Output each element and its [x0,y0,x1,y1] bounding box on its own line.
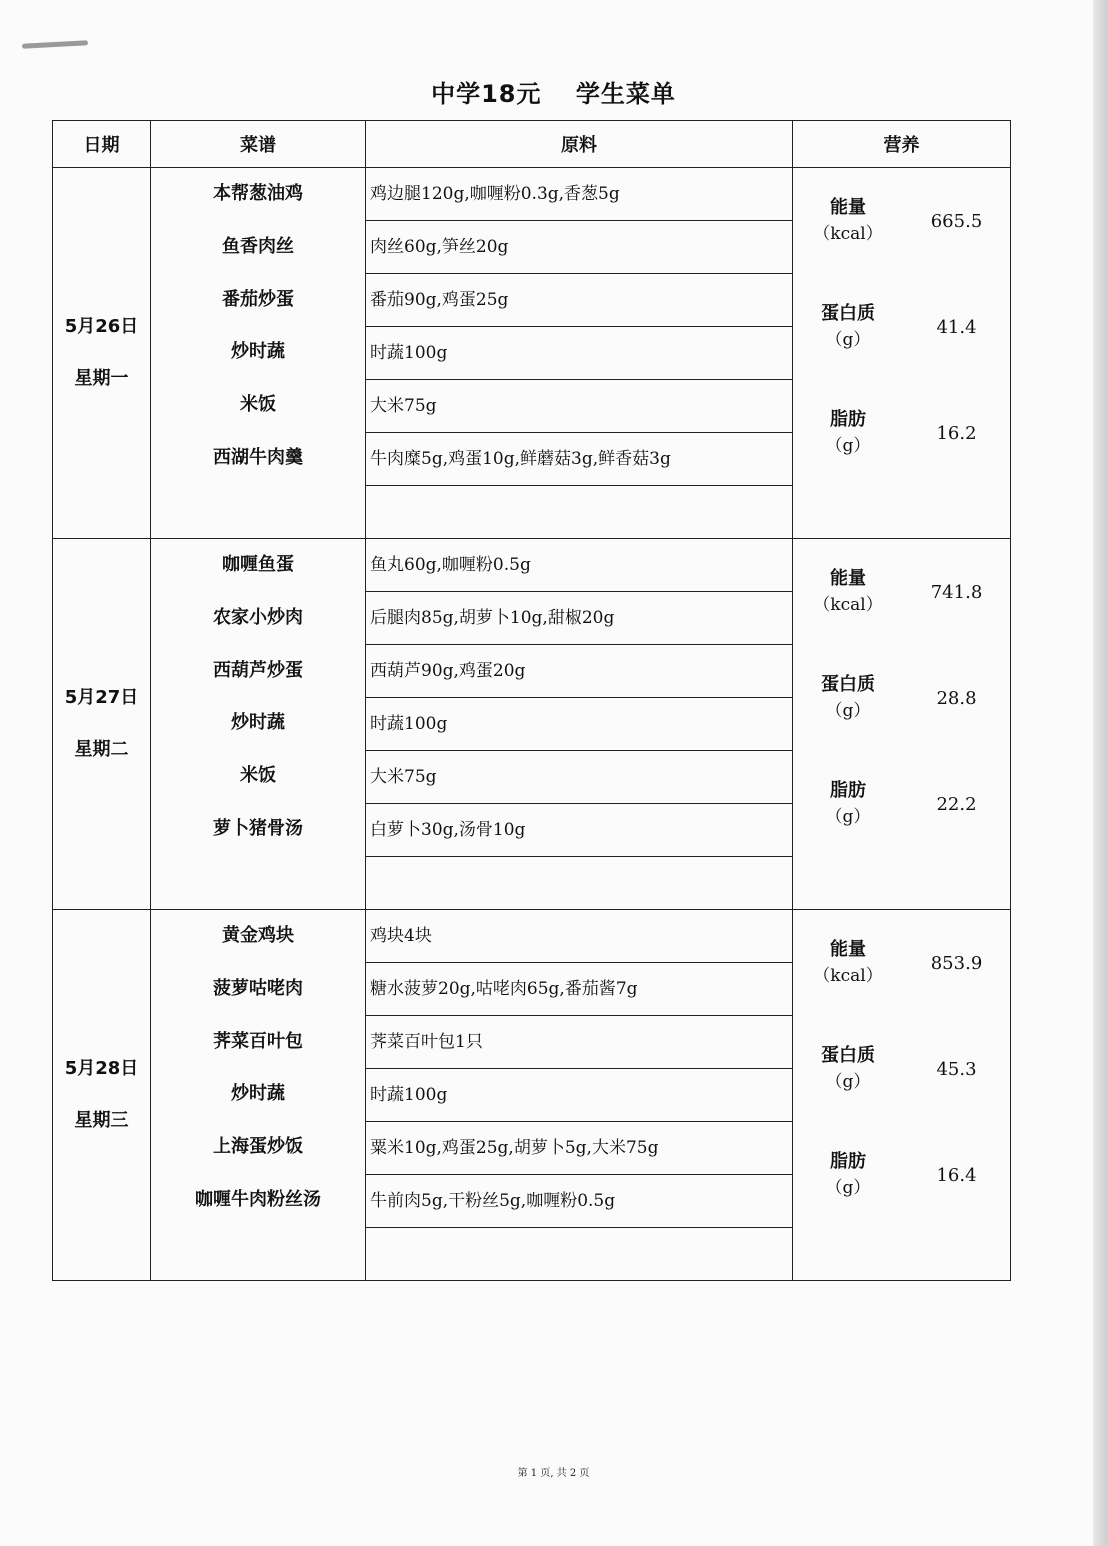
nutrient-name: 蛋白质 [821,674,875,695]
nutrient-label [793,566,903,618]
day-row [53,910,1011,1281]
nutrient-value: 665.5 [930,210,983,232]
nutrient-fat [793,1122,1010,1228]
nutrient-energy [793,539,1010,645]
date-cell [53,910,151,1281]
dish-name: 荠菜百叶包 [213,1030,303,1052]
ingredient-line: 西葫芦90g,鸡蛋20g [366,645,792,698]
ingredients-cell [366,910,793,1281]
nutrient-value: 45.3 [936,1058,977,1080]
date-cell [53,539,151,910]
nutrient-name: 脂肪 [830,409,866,430]
nutrient-value: 16.4 [936,1164,977,1186]
menu-body [53,168,1011,1281]
header-nutrition: 营养 [793,121,1011,168]
nutrition-cell [793,910,1011,1281]
dish-name: 米饭 [240,765,276,787]
page-title: 中学18元 学生菜单 [431,80,676,108]
date-text: 5月26日 [64,316,139,337]
nutrient-unit: （kcal） [813,224,883,244]
dish-name: 炒时蔬 [231,712,285,734]
nutrient-protein [793,1016,1010,1122]
dish-name: 上海蛋炒饭 [213,1136,303,1158]
nutrient-name: 脂肪 [830,1151,866,1172]
ingredient-line: 大米75g [366,380,792,433]
dish-name: 炒时蔬 [231,1083,285,1105]
nutrient-label [793,1043,903,1095]
nutrient-value: 28.8 [936,687,977,709]
header-ingredients: 原料 [366,121,793,168]
header-dish: 菜谱 [151,121,366,168]
nutrient-unit: （kcal） [813,966,883,986]
nutrient-label [793,1149,903,1201]
dish-name: 番茄炒蛋 [222,288,294,310]
dish-name: 咖喱牛肉粉丝汤 [195,1188,321,1210]
nutrient-unit: （g） [825,1178,871,1198]
dish-name: 咖喱鱼蛋 [222,554,294,575]
ingredient-line [366,486,792,538]
ingredient-line: 牛肉糜5g,鸡蛋10g,鲜蘑菇3g,鲜香菇3g [366,433,792,486]
ingredient-line: 粟米10g,鸡蛋25g,胡萝卜5g,大米75g [366,1122,792,1175]
ingredient-line: 后腿肉85g,胡萝卜10g,甜椒20g [366,592,792,645]
ingredients-cell [366,168,793,539]
weekday-text: 星期三 [74,1110,129,1131]
nutrient-value: 41.4 [936,316,977,338]
dish-name: 萝卜猪骨汤 [213,817,303,839]
dish-name: 西湖牛肉羹 [213,446,303,468]
nutrient-label [793,778,903,830]
ingredient-line: 荠菜百叶包1只 [366,1016,792,1069]
nutrient-value: 16.2 [936,422,977,444]
nutrient-name: 能量 [830,568,866,589]
ingredient-line: 鸡块4块 [366,910,792,963]
nutrient-name: 蛋白质 [821,303,875,324]
nutrient-unit: （g） [825,1072,871,1092]
nutrient-label [793,937,903,989]
nutrition-cell [793,168,1011,539]
nutrient-value: 741.8 [930,581,983,603]
header-date: 日期 [53,121,151,168]
nutrient-unit: （g） [825,807,871,827]
staple-mark [22,40,88,48]
day-row [53,168,1011,539]
ingredient-line [366,857,792,909]
ingredients-cell [366,539,793,910]
nutrient-name: 能量 [830,939,866,960]
ingredient-line: 时蔬100g [366,698,792,751]
ingredient-line: 番茄90g,鸡蛋25g [366,274,792,327]
menu-table [52,120,1011,1281]
ingredient-line: 白萝卜30g,汤骨10g [366,804,792,857]
nutrient-protein [793,274,1010,380]
dish-cell [151,168,366,539]
nutrient-label [793,301,903,353]
nutrient-value: 22.2 [936,793,977,815]
dish-name: 菠萝咕咾肉 [213,977,303,999]
nutrient-label [793,672,903,724]
nutrition-cell [793,539,1011,910]
ingredient-line: 牛前肉5g,干粉丝5g,咖喱粉0.5g [366,1175,792,1228]
nutrient-name: 能量 [830,197,866,218]
nutrient-fat [793,380,1010,486]
nutrient-unit: （g） [825,330,871,350]
weekday-text: 星期二 [74,739,129,760]
nutrient-energy [793,910,1010,1016]
ingredient-line: 时蔬100g [366,1069,792,1122]
ingredient-line: 大米75g [366,751,792,804]
nutrient-label [793,195,903,247]
date-text: 5月27日 [64,687,139,708]
nutrient-name: 脂肪 [830,780,866,801]
nutrient-label [793,407,903,459]
dish-name: 黄金鸡块 [222,925,294,946]
date-text: 5月28日 [64,1058,139,1079]
page-footer: 第 1 页, 共 2 页 [517,1468,590,1479]
ingredient-line: 肉丝60g,笋丝20g [366,221,792,274]
nutrient-protein [793,645,1010,751]
nutrient-fat [793,751,1010,857]
nutrient-value: 853.9 [930,952,983,974]
day-row [53,539,1011,910]
dish-name: 米饭 [240,394,276,416]
ingredient-line: 时蔬100g [366,327,792,380]
dish-name: 本帮葱油鸡 [213,183,303,204]
dish-name: 鱼香肉丝 [222,235,294,257]
dish-cell [151,910,366,1281]
weekday-text: 星期一 [74,368,129,389]
dish-name: 西葫芦炒蛋 [213,659,303,681]
dish-cell [151,539,366,910]
ingredient-line: 鱼丸60g,咖喱粉0.5g [366,539,792,592]
ingredient-line: 糖水菠萝20g,咕咾肉65g,番茄酱7g [366,963,792,1016]
date-cell [53,168,151,539]
dish-name: 炒时蔬 [231,341,285,363]
dish-name: 农家小炒肉 [213,606,303,628]
nutrient-name: 蛋白质 [821,1045,875,1066]
header-row [53,121,1011,168]
ingredient-line [366,1228,792,1280]
nutrient-energy [793,168,1010,274]
nutrient-unit: （g） [825,436,871,456]
ingredient-line: 鸡边腿120g,咖喱粉0.3g,香葱5g [366,168,792,221]
nutrient-unit: （kcal） [813,595,883,615]
nutrient-unit: （g） [825,701,871,721]
page-edge [1093,0,1107,1546]
